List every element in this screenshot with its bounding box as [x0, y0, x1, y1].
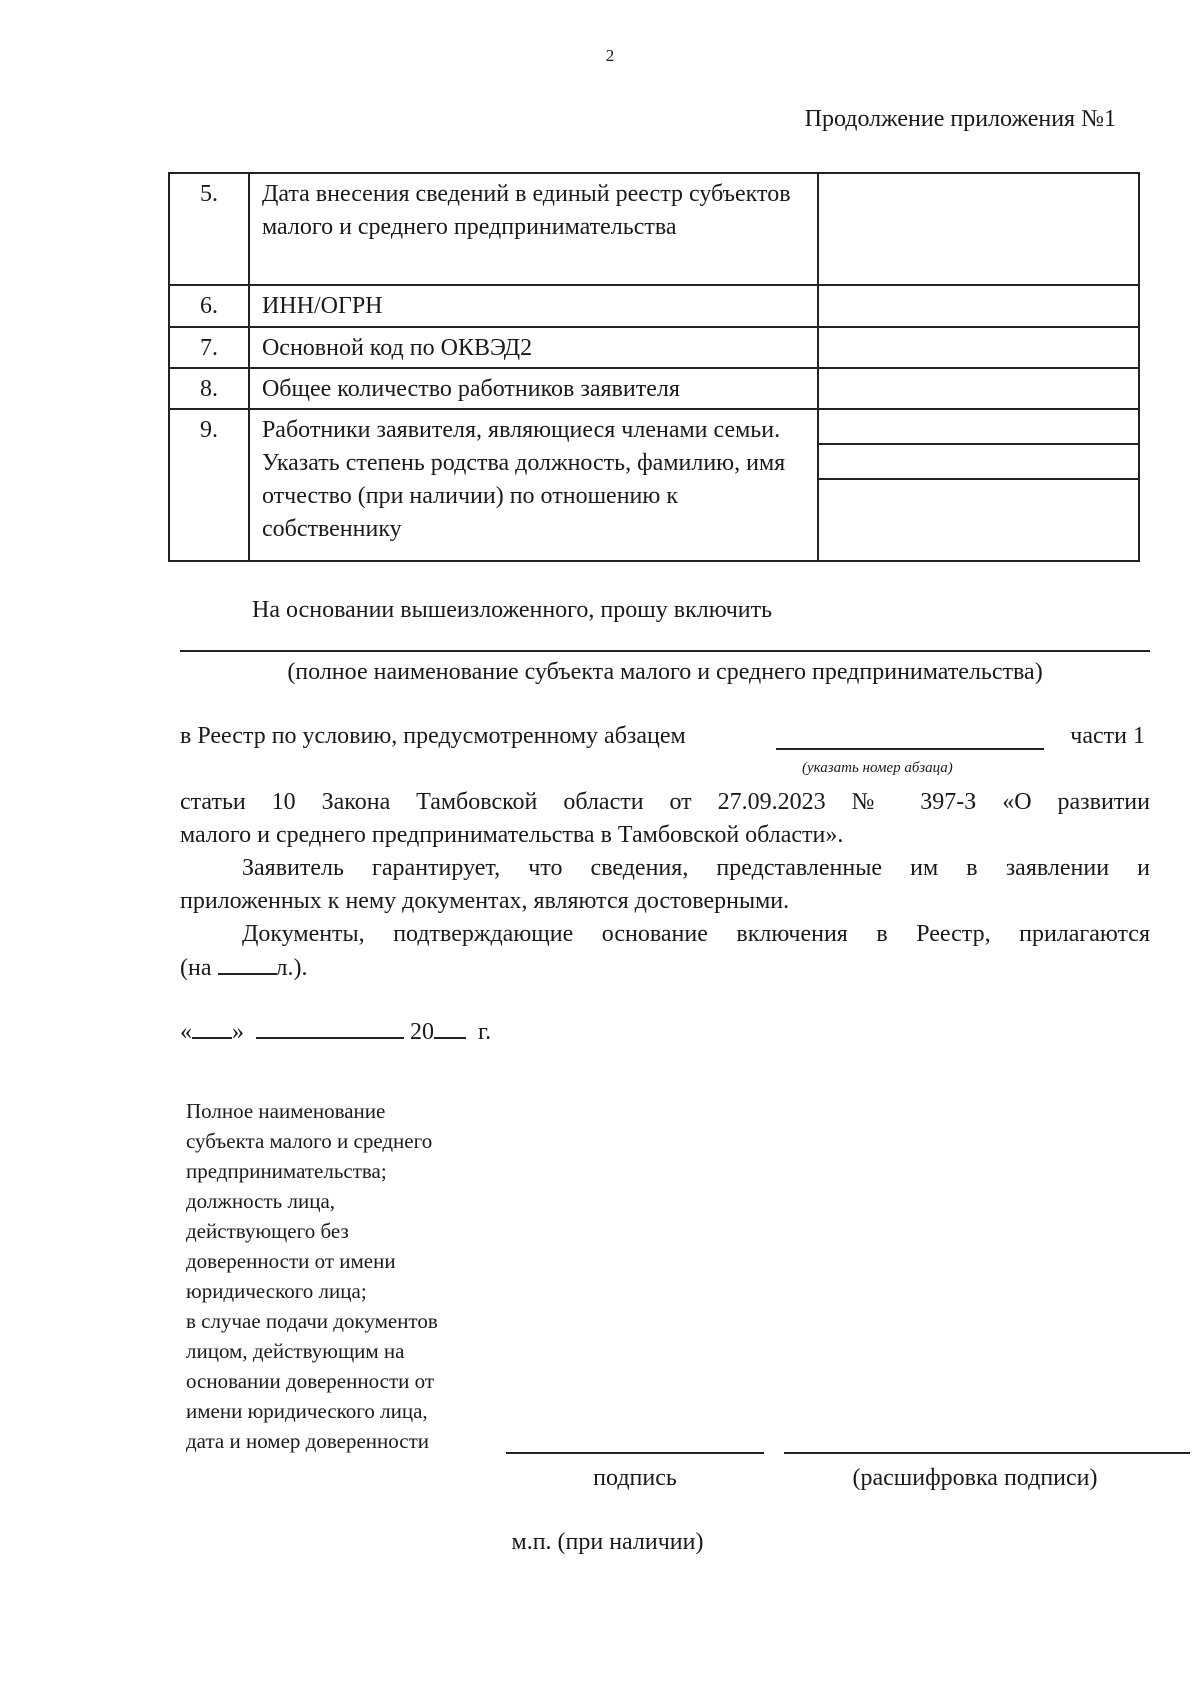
row-label: Дата внесения сведений в единый реестр субъектов малого и среднего предпринимательства [249, 173, 818, 285]
day-field[interactable] [192, 1015, 232, 1039]
value-subcell[interactable] [819, 445, 1138, 480]
signatory-line: субъекта малого и среднего [186, 1129, 433, 1153]
documents-line-2 [180, 951, 307, 985]
value-cell [818, 409, 1139, 561]
signature-line[interactable] [506, 1452, 764, 1454]
row-number: 8. [169, 368, 249, 409]
entity-name-line[interactable] [180, 650, 1150, 652]
row-number: 5. [169, 173, 249, 285]
value-cell[interactable] [818, 173, 1139, 285]
value-cell[interactable] [818, 368, 1139, 409]
stamp-note: м.п. (при наличии) [511, 1529, 704, 1555]
month-field[interactable] [256, 1015, 404, 1039]
signatory-line: юридического лица; [186, 1279, 367, 1303]
signatory-line: лицом, действующим на [186, 1339, 405, 1363]
signatory-line: предпринимательства; [186, 1159, 387, 1183]
table-row [169, 173, 1139, 285]
guarantee-line-2: приложенных к нему документах, являются достоверными. [180, 888, 790, 914]
table-row [169, 368, 1139, 409]
date-line [180, 1015, 491, 1049]
intro-text: На основании вышеизложенного, прошу включить [252, 597, 773, 623]
signatory-line: действующего без [186, 1219, 349, 1243]
row-label: Работники заявителя, являющиеся членами семьи. Указать степень родства должность, фамилию, имя отчество (при наличии) по отношению к собственнику [249, 409, 818, 561]
value-subcell[interactable] [819, 480, 1138, 560]
appendix-header: Продолжение приложения №1 [804, 106, 1116, 132]
value-cell[interactable] [818, 285, 1139, 327]
signatory-line: дата и номер доверенности [186, 1429, 430, 1453]
table-row [169, 409, 1139, 561]
documents-prefix: (на [180, 955, 212, 981]
year-suffix: г. [478, 1019, 492, 1045]
documents-suffix: л.). [275, 955, 308, 981]
date-close-quote: » [232, 1019, 244, 1045]
row-number: 9. [169, 409, 249, 561]
signatory-line: в случае подачи документов [186, 1309, 438, 1333]
signature-decode-caption: (расшифровка подписи) [852, 1465, 1098, 1491]
signatory-line: основании доверенности от [186, 1369, 435, 1393]
registry-suffix: части 1 [1070, 723, 1145, 749]
value-subcell[interactable] [819, 410, 1138, 445]
page-count-line[interactable] [218, 951, 276, 975]
row-label: Основной код по ОКВЭД2 [249, 327, 818, 368]
row-number: 7. [169, 327, 249, 368]
law-line-2: малого и среднего предпринимательства в Тамбовской области». [180, 822, 844, 848]
signature-decode-line[interactable] [784, 1452, 1190, 1454]
signatory-block [186, 1096, 516, 1456]
row-number: 6. [169, 285, 249, 327]
signatory-line: имени юридического лица, [186, 1399, 428, 1423]
value-cell[interactable] [818, 327, 1139, 368]
paragraph-hint: (указать номер абзаца) [802, 760, 953, 776]
signature-caption: подпись [593, 1465, 677, 1491]
row-label: ИНН/ОГРН [249, 285, 818, 327]
paragraph-number-line[interactable] [776, 748, 1044, 750]
guarantee-line-1: Заявитель гарантирует, что сведения, представленные им в заявлении и [242, 855, 1150, 881]
entity-name-caption: (полное наименование субъекта малого и среднего предпринимательства) [287, 659, 1043, 685]
row-label: Общее количество работников заявителя [249, 368, 818, 409]
year-prefix: 20 [410, 1019, 434, 1045]
signatory-line: доверенности от имени [186, 1249, 396, 1273]
documents-line-1: Документы, подтверждающие основание включения в Реестр, прилагаются [242, 921, 1150, 947]
table-row [169, 285, 1139, 327]
signatory-line: Полное наименование [186, 1099, 386, 1123]
signatory-line: должность лица, [186, 1189, 336, 1213]
date-open-quote: « [180, 1019, 192, 1045]
info-table [168, 172, 1140, 562]
table-row [169, 327, 1139, 368]
year-field[interactable] [434, 1015, 466, 1039]
law-line-1: статьи 10 Закона Тамбовской области от 27.09.2023 № 397-З «О развитии [180, 789, 1150, 815]
registry-prefix: в Реестр по условию, предусмотренному абзацем [180, 723, 686, 749]
page-number: 2 [605, 46, 615, 65]
